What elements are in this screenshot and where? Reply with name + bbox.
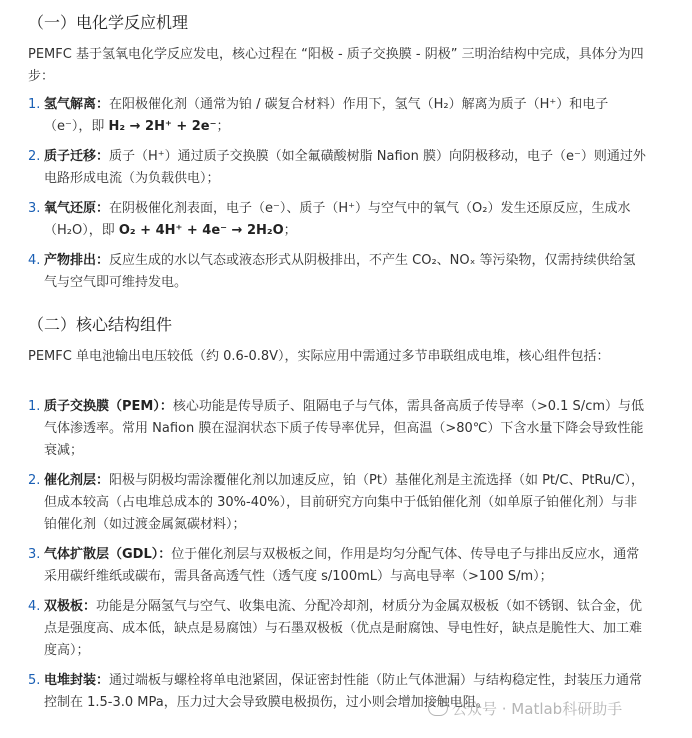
list-tail: ； — [283, 223, 297, 238]
list-term: 催化剂层： — [44, 473, 110, 488]
watermark-text: 公众号 · Matlab科研助手 — [452, 700, 623, 718]
list-item — [28, 94, 646, 138]
list-term: 氧气还原： — [44, 201, 110, 216]
wechat-icon — [428, 700, 448, 716]
list-number: 4. — [28, 599, 41, 614]
components-list — [28, 396, 646, 722]
list-text: 在阴极催化剂表面，电子（e⁻）、质子（H⁺）与空气中的氧气（O₂）发生还原反应，生成水（H₂O），即 — [44, 201, 631, 238]
list-item — [28, 396, 646, 462]
list-term: 双极板： — [44, 599, 97, 614]
list-text: 通过端板与螺栓将单电池紧固，保证密封性能（防止气体泄漏）与结构稳定性，封装压力通常控制在 1.5-3.0 MPa，压力过大会导致膜电极损伤，过小则会增加接触电阻。 — [44, 673, 643, 710]
list-term: 氢气解离： — [44, 97, 110, 112]
list-item — [28, 198, 646, 242]
list-number: 2. — [28, 473, 41, 488]
watermark — [428, 698, 622, 719]
list-item — [28, 146, 646, 190]
reaction-formula: O₂ + 4H⁺ + 4e⁻ → 2H₂O — [118, 223, 284, 238]
list-item — [28, 596, 646, 662]
list-item — [28, 250, 646, 294]
list-number: 5. — [28, 673, 41, 688]
list-item — [28, 544, 646, 588]
section2-intro: PEMFC 单电池输出电压较低（约 0.6-0.8V），实际应用中需通过多节串联组成电堆，核心组件包括： — [28, 349, 610, 364]
section1-intro: PEMFC 基于氢氧电化学反应发电，核心过程在 “阳极 - 质子交换膜 - 阴极” 三明治结构中完成，具体分为四步： — [28, 47, 644, 84]
section2-heading: （二）核心结构组件 — [28, 315, 173, 334]
list-number: 1. — [28, 97, 41, 112]
list-text: 反应生成的水以气态或液态形式从阴极排出，不产生 CO₂、NOₓ 等污染物，仅需持续供给氢气与空气即可维持发电。 — [44, 253, 636, 290]
list-text: 核心功能是传导质子、阻隔电子与气体，需具备高质子传导率（>0.1 S/cm）与低气体渗透率。常用 Nafion 膜在湿润状态下质子传导率优异，但高温（>80℃）下含水量下降会导致性能衰减； — [44, 399, 645, 458]
list-term: 气体扩散层（GDL）： — [44, 547, 172, 562]
list-text: 功能是分隔氢气与空气、收集电流、分配冷却剂，材质分为金属双极板（如不锈钢、钛合金，优点是强度高、成本低，缺点是易腐蚀）与石墨双极板（优点是耐腐蚀、导电性好，缺点是脆性大、加工难度高）； — [44, 599, 643, 658]
list-text: 位于催化剂层与双极板之间，作用是均匀分配气体、传导电子与排出反应水，通常采用碳纤维纸或碳布，需具备高透气性（透气度 s/100mL）与高电导率（>100 S/m）； — [44, 547, 640, 584]
list-term: 质子迁移： — [44, 149, 110, 164]
list-number: 1. — [28, 399, 41, 414]
list-term: 质子交换膜（PEM）： — [44, 399, 173, 414]
reaction-steps-list — [28, 94, 646, 302]
list-term: 产物排出： — [44, 253, 110, 268]
list-term: 电堆封装： — [44, 673, 110, 688]
list-text: 质子（H⁺）通过质子交换膜（如全氟磺酸树脂 Nafion 膜）向阴极移动，电子（e⁻）则通过外电路形成电流（为负载供电）； — [44, 149, 646, 186]
list-item — [28, 470, 646, 536]
list-text: 阳极与阴极均需涂覆催化剂以加速反应，铂（Pt）基催化剂是主流选择（如 Pt/C、PtRu/C），但成本较高（占电堆总成本的 30%-40%），目前研究方向集中于低铂催化剂（如单原子铂催化剂）与非铂催化剂（如过渡金属氮碳材料）； — [44, 473, 645, 532]
list-number: 2. — [28, 149, 41, 164]
section1-heading: （一）电化学反应机理 — [28, 13, 189, 32]
list-number: 3. — [28, 547, 41, 562]
list-text: 在阳极催化剂（通常为铂 / 碳复合材料）作用下，氢气（H₂）解离为质子（H⁺）和电子（e⁻），即 — [44, 97, 609, 134]
list-tail: ； — [216, 119, 230, 134]
list-number: 3. — [28, 201, 41, 216]
list-number: 4. — [28, 253, 41, 268]
reaction-formula: H₂ → 2H⁺ + 2e⁻ — [108, 119, 217, 134]
